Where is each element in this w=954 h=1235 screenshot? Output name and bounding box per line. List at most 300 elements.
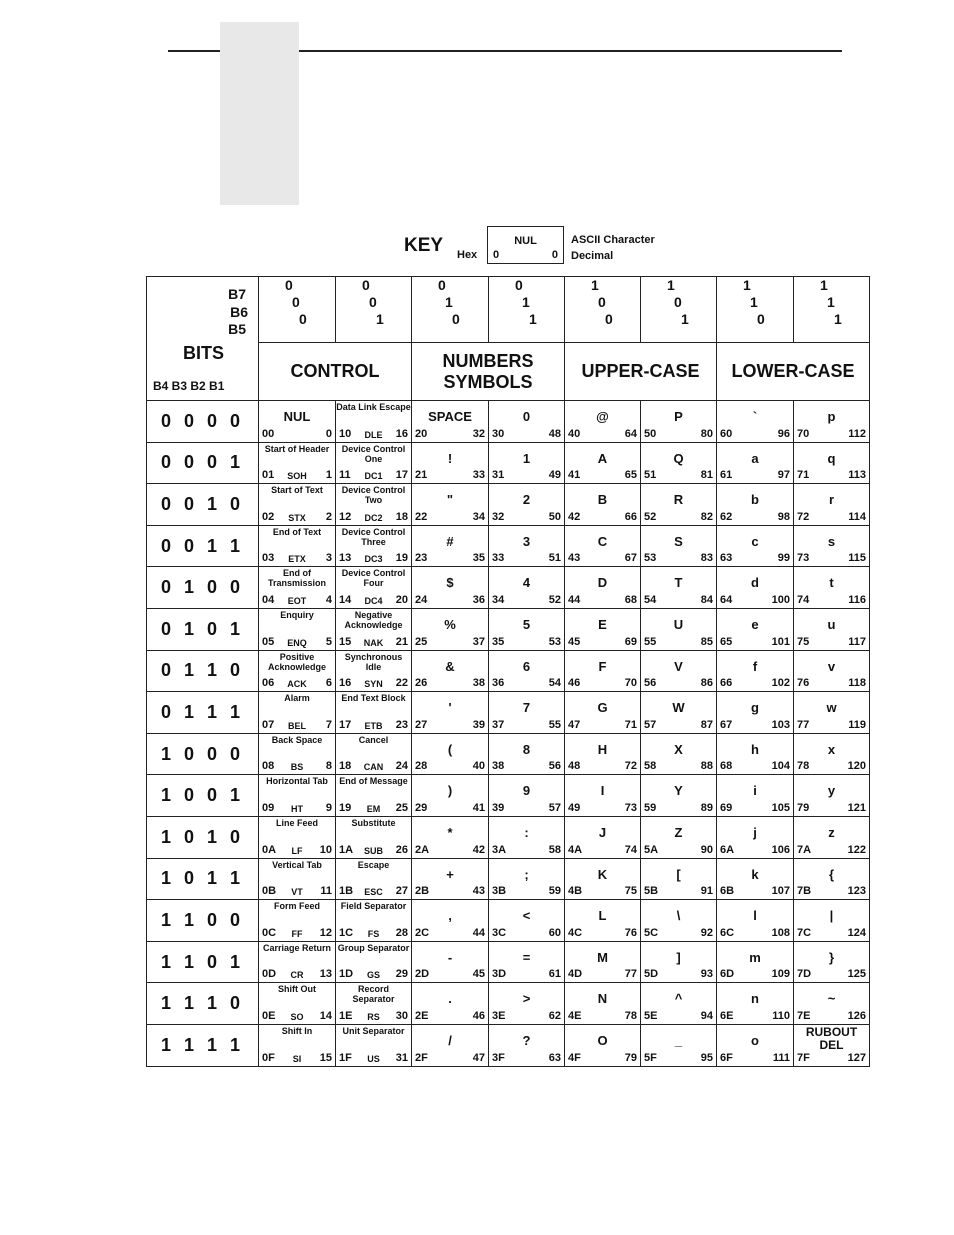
table-row: [147, 525, 870, 567]
hex-value: 1D: [339, 968, 354, 981]
ascii-cell: [794, 567, 870, 609]
hex-value: 3C: [492, 926, 507, 939]
decimal-value: 2: [325, 510, 332, 523]
char-name: S: [674, 533, 683, 549]
char-name: X: [674, 741, 683, 757]
ascii-cell: [717, 900, 794, 942]
char-name: y: [827, 783, 836, 799]
row-bits: 1 0 0 1: [147, 775, 259, 817]
decimal-value: 47: [472, 1051, 485, 1064]
ascii-cell: [794, 775, 870, 817]
ascii-cell: [336, 692, 412, 734]
char-name: V: [674, 658, 683, 674]
char-name: c: [751, 533, 759, 549]
decimal-value: 4: [325, 593, 332, 606]
group-numbers-symbols: NUMBERS SYMBOLS: [412, 343, 565, 401]
column-bits: 0 0 0: [259, 277, 336, 343]
hex-value: 00: [262, 427, 275, 440]
hex-value: 7D: [797, 968, 812, 981]
decimal-value: 114: [848, 510, 866, 523]
ascii-cell: [717, 525, 794, 567]
hex-value: 7A: [797, 843, 812, 856]
decimal-value: 54: [548, 677, 561, 690]
hex-value: 6B: [720, 885, 735, 898]
hex-value: 4E: [568, 1009, 582, 1022]
ascii-cell: [641, 775, 717, 817]
hex-value: 21: [415, 469, 428, 482]
ascii-cell: [259, 858, 336, 900]
decimal-value: 68: [624, 593, 637, 606]
ascii-cell: [412, 650, 489, 692]
hex-value: 36: [492, 677, 505, 690]
hex-value: 73: [797, 552, 810, 565]
hex-value: 4A: [568, 843, 583, 856]
hex-value: 24: [415, 593, 428, 606]
decimal-value: 17: [395, 469, 408, 482]
char-abbr: LF: [291, 845, 303, 856]
hex-value: 19: [339, 801, 352, 814]
ascii-cell: [717, 692, 794, 734]
ascii-cell: [259, 775, 336, 817]
decimal-value: 62: [548, 1009, 561, 1022]
hex-value: 78: [797, 760, 810, 773]
column-bits: 1 1 1: [794, 277, 870, 343]
hex-value: 4D: [568, 968, 583, 981]
ascii-cell: [259, 900, 336, 942]
char-abbr: DC4: [364, 595, 383, 606]
hex-value: 02: [262, 510, 275, 523]
char-abbr: SOH: [287, 471, 307, 482]
char-name: g: [751, 700, 759, 716]
row-bits: 0 0 1 1: [147, 525, 259, 567]
hex-value: 5B: [644, 885, 659, 898]
decimal-value: 33: [472, 469, 485, 482]
ascii-cell: [259, 401, 336, 443]
decimal-value: 38: [472, 677, 485, 690]
char-name: End of Message: [339, 776, 408, 787]
hex-value: 20: [415, 427, 428, 440]
hex-value: 48: [568, 760, 581, 773]
table-row: [147, 1024, 870, 1066]
char-name: -: [447, 949, 453, 965]
char-name: n: [751, 991, 759, 1007]
table-row: [147, 733, 870, 775]
ascii-cell: [336, 484, 412, 526]
hex-value: 4F: [568, 1051, 581, 1064]
decimal-value: 127: [847, 1051, 866, 1064]
char-name: Vertical Tab: [272, 859, 322, 870]
hex-value: 6C: [720, 926, 735, 939]
hex-value: 75: [797, 635, 810, 648]
char-abbr: FF: [291, 928, 303, 939]
hex-value: 06: [262, 677, 275, 690]
hex-value: 3B: [492, 885, 507, 898]
ascii-cell: [336, 733, 412, 775]
char-name: G: [597, 700, 608, 716]
decimal-value: 102: [771, 677, 790, 690]
char-name: E: [598, 616, 607, 632]
ascii-cell: [717, 858, 794, 900]
decimal-value: 76: [624, 926, 637, 939]
char-name: Unit Separator: [342, 1025, 405, 1036]
char-name: O: [597, 1032, 608, 1048]
row-bits: 0 1 1 0: [147, 650, 259, 692]
char-name: o: [751, 1032, 759, 1048]
decimal-value: 35: [472, 552, 485, 565]
ascii-cell: [336, 401, 412, 443]
key-decimal-label: Decimal: [571, 250, 614, 262]
char-name: Positive Acknowledge: [267, 651, 326, 672]
hex-value: 37: [492, 718, 505, 731]
char-name: |: [829, 908, 834, 924]
char-abbr: DC2: [364, 512, 383, 523]
row-bits: 1 1 1 0: [147, 983, 259, 1025]
row-bits-label: B4 B3 B2 B1: [153, 379, 225, 393]
char-abbr: DLE: [364, 429, 383, 440]
decimal-value: 115: [848, 552, 866, 565]
hex-value: 4B: [568, 885, 583, 898]
char-name: =: [522, 949, 531, 965]
decimal-value: 74: [624, 843, 637, 856]
decimal-value: 97: [777, 469, 790, 482]
decimal-value: 105: [771, 801, 790, 814]
char-abbr: EOT: [287, 595, 307, 606]
hex-value: 2A: [415, 843, 430, 856]
decimal-value: 36: [472, 593, 485, 606]
char-name: ,: [448, 908, 452, 924]
ascii-cell: [794, 692, 870, 734]
char-name: j: [753, 824, 757, 840]
char-name: Y: [674, 783, 683, 799]
ascii-cell: [336, 442, 412, 484]
decimal-value: 91: [700, 885, 713, 898]
ascii-cell: [412, 775, 489, 817]
decimal-value: 10: [319, 843, 332, 856]
ascii-cell: [794, 900, 870, 942]
char-name: v: [827, 658, 836, 674]
ascii-cell: [641, 442, 717, 484]
char-name: &: [445, 658, 455, 674]
table-row: [147, 816, 870, 858]
ascii-cell: [489, 733, 565, 775]
column-bits: 1 1 0: [717, 277, 794, 343]
char-name: A: [597, 450, 608, 466]
hex-value: 03: [262, 552, 275, 565]
ascii-cell: [336, 983, 412, 1025]
hex-value: 52: [644, 510, 657, 523]
ascii-cell: [641, 858, 717, 900]
ascii-cell: [641, 401, 717, 443]
char-name: _: [674, 1032, 683, 1048]
hex-value: 38: [492, 760, 505, 773]
b5-label: B5: [228, 321, 246, 337]
decimal-value: 37: [472, 635, 485, 648]
hex-value: 56: [644, 677, 657, 690]
char-name: C: [597, 533, 608, 549]
decimal-value: 111: [772, 1051, 790, 1064]
hex-value: 0D: [262, 968, 277, 981]
decimal-value: 80: [700, 427, 713, 440]
ascii-cell: [641, 608, 717, 650]
decimal-value: 123: [847, 885, 866, 898]
char-name: >: [522, 991, 531, 1007]
group-lower-case: LOWER-CASE: [717, 343, 870, 401]
decimal-value: 84: [700, 593, 713, 606]
decimal-value: 104: [771, 760, 790, 773]
char-name: Shift In: [281, 1025, 313, 1036]
column-bits: 0 0 1: [336, 277, 412, 343]
hex-value: 31: [492, 469, 505, 482]
char-name: ]: [676, 949, 681, 965]
decimal-value: 121: [847, 801, 866, 814]
hex-value: 2C: [415, 926, 430, 939]
ascii-cell: [794, 983, 870, 1025]
hex-value: 6A: [720, 843, 735, 856]
char-name: <: [522, 908, 531, 924]
hex-value: 0F: [262, 1051, 275, 1064]
ascii-cell: [717, 1024, 794, 1066]
decimal-value: 18: [395, 510, 408, 523]
ascii-cell: [489, 567, 565, 609]
row-bits: 1 0 0 0: [147, 733, 259, 775]
ascii-cell: [489, 775, 565, 817]
ascii-cell: [717, 983, 794, 1025]
decimal-value: 85: [700, 635, 713, 648]
decimal-value: 96: [777, 427, 790, 440]
char-name: Device Control Two: [341, 485, 406, 506]
ascii-cell: [489, 484, 565, 526]
hex-value: 2B: [415, 885, 430, 898]
char-name: Shift Out: [278, 984, 316, 995]
decimal-value: 21: [395, 635, 408, 648]
char-name: ?: [522, 1032, 531, 1048]
ascii-cell: [717, 608, 794, 650]
ascii-cell: [489, 858, 565, 900]
ascii-cell: [565, 484, 641, 526]
ascii-cell: [641, 941, 717, 983]
decimal-value: 99: [777, 552, 790, 565]
char-name: ": [446, 492, 454, 508]
decimal-value: 8: [325, 760, 332, 773]
hex-value: 5D: [644, 968, 659, 981]
hex-value: 33: [492, 552, 505, 565]
ascii-cell: [794, 442, 870, 484]
char-abbr: STX: [288, 512, 306, 523]
decimal-value: 124: [847, 926, 866, 939]
hex-value: 70: [797, 427, 810, 440]
table-row: [147, 608, 870, 650]
char-abbr: BEL: [288, 720, 306, 731]
column-bits: 0 1 0: [412, 277, 489, 343]
ascii-cell: [259, 525, 336, 567]
ascii-cell: [259, 442, 336, 484]
char-name: @: [596, 409, 609, 424]
decimal-value: 6: [325, 677, 332, 690]
row-bits: 0 0 0 1: [147, 442, 259, 484]
table-row: [147, 442, 870, 484]
char-name: ^: [674, 991, 683, 1007]
ascii-cell: [717, 484, 794, 526]
chapter-tab: [220, 22, 299, 205]
ascii-cell: [259, 692, 336, 734]
decimal-value: 77: [624, 968, 637, 981]
ascii-cell: [641, 484, 717, 526]
char-name: T: [674, 575, 683, 591]
ascii-cell: [412, 484, 489, 526]
char-abbr: RS: [367, 1011, 380, 1022]
hex-value: 3A: [492, 843, 507, 856]
ascii-cell: [489, 650, 565, 692]
column-bits: 0 1 1: [489, 277, 565, 343]
ascii-cell: [336, 858, 412, 900]
hex-value: 15: [339, 635, 352, 648]
decimal-value: 117: [848, 635, 866, 648]
hex-value: 35: [492, 635, 505, 648]
char-name: t: [829, 575, 834, 591]
decimal-value: 51: [548, 552, 561, 565]
hex-value: 5A: [644, 843, 659, 856]
hex-value: 12: [339, 510, 352, 523]
char-abbr: SO: [290, 1011, 304, 1022]
char-name: #: [446, 533, 454, 549]
hex-value: 09: [262, 801, 275, 814]
decimal-value: 3: [325, 552, 332, 565]
ascii-cell: [565, 525, 641, 567]
hex-value: 66: [720, 677, 733, 690]
char-name: 3: [522, 533, 531, 549]
hex-value: 1B: [339, 885, 354, 898]
ascii-cell: [489, 692, 565, 734]
decimal-value: 53: [548, 635, 561, 648]
ascii-cell: [259, 733, 336, 775]
hex-value: 0C: [262, 926, 277, 939]
decimal-value: 41: [472, 801, 485, 814]
hex-value: 11: [339, 469, 351, 482]
decimal-value: 95: [700, 1051, 713, 1064]
ascii-cell: [565, 1024, 641, 1066]
ascii-cell: [794, 858, 870, 900]
hex-value: 61: [720, 469, 733, 482]
decimal-value: 100: [771, 593, 790, 606]
hex-value: 3F: [492, 1051, 505, 1064]
key-title: KEY: [404, 235, 444, 256]
decimal-value: 30: [395, 1009, 408, 1022]
char-name: /: [448, 1032, 452, 1048]
char-name: Negative Acknowledge: [344, 609, 403, 630]
ascii-cell: [489, 1024, 565, 1066]
char-name: Back Space: [271, 734, 323, 745]
decimal-value: 15: [319, 1051, 332, 1064]
hex-value: 74: [797, 593, 810, 606]
decimal-value: 112: [848, 427, 866, 440]
char-abbr: US: [367, 1053, 380, 1064]
ascii-cell: [412, 1024, 489, 1066]
hex-value: 50: [644, 427, 657, 440]
char-name: m: [749, 949, 761, 965]
table-row: [147, 941, 870, 983]
table-row: [147, 900, 870, 942]
ascii-cell: [794, 650, 870, 692]
decimal-value: 39: [472, 718, 485, 731]
hex-value: 6E: [720, 1009, 734, 1022]
char-abbr: FS: [367, 928, 380, 939]
row-bits: 0 0 1 0: [147, 484, 259, 526]
decimal-value: 57: [548, 801, 561, 814]
ascii-cell: [641, 983, 717, 1025]
ascii-cell: [489, 941, 565, 983]
char-name: W: [672, 700, 685, 716]
hex-value: 4C: [568, 926, 583, 939]
ascii-cell: [565, 900, 641, 942]
char-name: Q: [673, 450, 684, 466]
char-name: Device Control Four: [341, 568, 406, 589]
ascii-cell: [565, 650, 641, 692]
char-name: h: [751, 741, 759, 757]
char-name: $: [446, 575, 454, 591]
char-name: H: [597, 741, 608, 757]
decimal-value: 87: [700, 718, 713, 731]
char-name: RUBOUT DEL: [805, 1024, 858, 1052]
char-abbr: ENQ: [287, 637, 307, 648]
hex-value: 2D: [415, 968, 430, 981]
hex-value: 63: [720, 552, 733, 565]
char-name: B: [597, 492, 608, 508]
char-name: \: [676, 908, 681, 924]
char-name: 1: [522, 450, 531, 466]
char-name: x: [827, 741, 836, 757]
decimal-value: 25: [395, 801, 408, 814]
decimal-value: 71: [624, 718, 637, 731]
char-name: Field Separator: [340, 901, 407, 912]
ascii-cell: [565, 775, 641, 817]
key-legend: [404, 226, 704, 268]
char-name: u: [827, 616, 836, 632]
ascii-cell: [336, 941, 412, 983]
row-bits: 0 1 1 1: [147, 692, 259, 734]
char-name: ;: [524, 866, 529, 882]
ascii-cell: [641, 1024, 717, 1066]
char-name: 5: [522, 616, 531, 632]
char-name: 4: [522, 575, 531, 591]
ascii-cell: [336, 775, 412, 817]
decimal-value: 126: [847, 1009, 866, 1022]
ascii-cell: [717, 650, 794, 692]
char-name: I: [600, 783, 605, 799]
hex-value: 58: [644, 760, 657, 773]
table-row: [147, 775, 870, 817]
ascii-cell: [641, 900, 717, 942]
ascii-cell: [412, 941, 489, 983]
decimal-value: 24: [395, 760, 408, 773]
ascii-cell: [565, 816, 641, 858]
ascii-cell: [336, 650, 412, 692]
hex-value: 54: [644, 593, 657, 606]
hex-value: 01: [262, 469, 275, 482]
hex-value: 62: [720, 510, 733, 523]
ascii-cell: [565, 567, 641, 609]
hex-value: 2F: [415, 1051, 428, 1064]
char-abbr: BS: [290, 762, 304, 773]
char-name: a: [751, 450, 759, 466]
hex-value: 7F: [797, 1051, 810, 1064]
hex-value: 72: [797, 510, 810, 523]
char-name: k: [751, 866, 759, 882]
char-abbr: ETB: [364, 720, 383, 731]
char-name: (: [447, 741, 453, 757]
char-name: F: [598, 658, 607, 674]
hex-value: 0B: [262, 885, 277, 898]
ascii-cell: [336, 900, 412, 942]
